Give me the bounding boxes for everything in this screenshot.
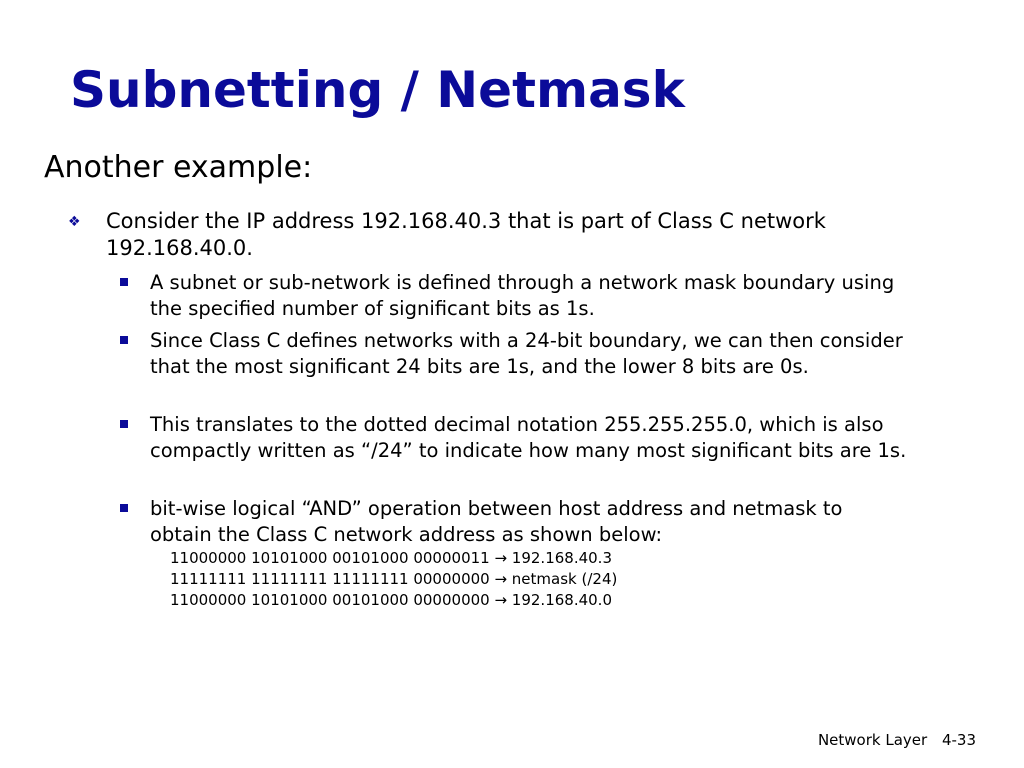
slide-title: Subnetting / Netmask (70, 61, 685, 119)
bullet-level2-text: Since Class C defines networks with a 24-bit boundary, we can then consider that the most significant 24 bits are 1s, and the lower 8 bits are 0s. (150, 329, 903, 378)
bullet-level2-text: This translates to the dotted decimal notation 255.255.255.0, which is also compactly written as “/24” to indicate how many most significant bits are 1s. (150, 413, 907, 462)
square-bullet-icon (120, 278, 128, 286)
bullet-level2-text: A subnet or sub-network is defined through a network mask boundary using the specified number of significant bits as 1s. (150, 271, 895, 320)
footer-label: Network Layer (817, 731, 928, 749)
bullet-level1-text: Consider the IP address 192.168.40.3 that is part of Class C network 192.168.40.0. (106, 209, 826, 260)
slide-subtitle: Another example: (44, 150, 313, 185)
page-number: 4-33 (941, 731, 976, 749)
diamond-bullet-icon: ❖ (68, 214, 81, 230)
binary-line-netmask: 11111111 11111111 11111111 00000000 → netmask (/24) (170, 570, 618, 588)
square-bullet-icon (120, 504, 128, 512)
binary-line-host: 11000000 10101000 00101000 00000011 → 192.168.40.3 (170, 549, 612, 567)
bullet-level2-text: bit-wise logical “AND” operation between host address and netmask to obtain the Class C network address as shown below: (150, 497, 843, 546)
slide-footer (818, 730, 976, 750)
square-bullet-icon (120, 420, 128, 428)
binary-line-network: 11000000 10101000 00101000 00000000 → 192.168.40.0 (170, 591, 612, 609)
square-bullet-icon (120, 336, 128, 344)
